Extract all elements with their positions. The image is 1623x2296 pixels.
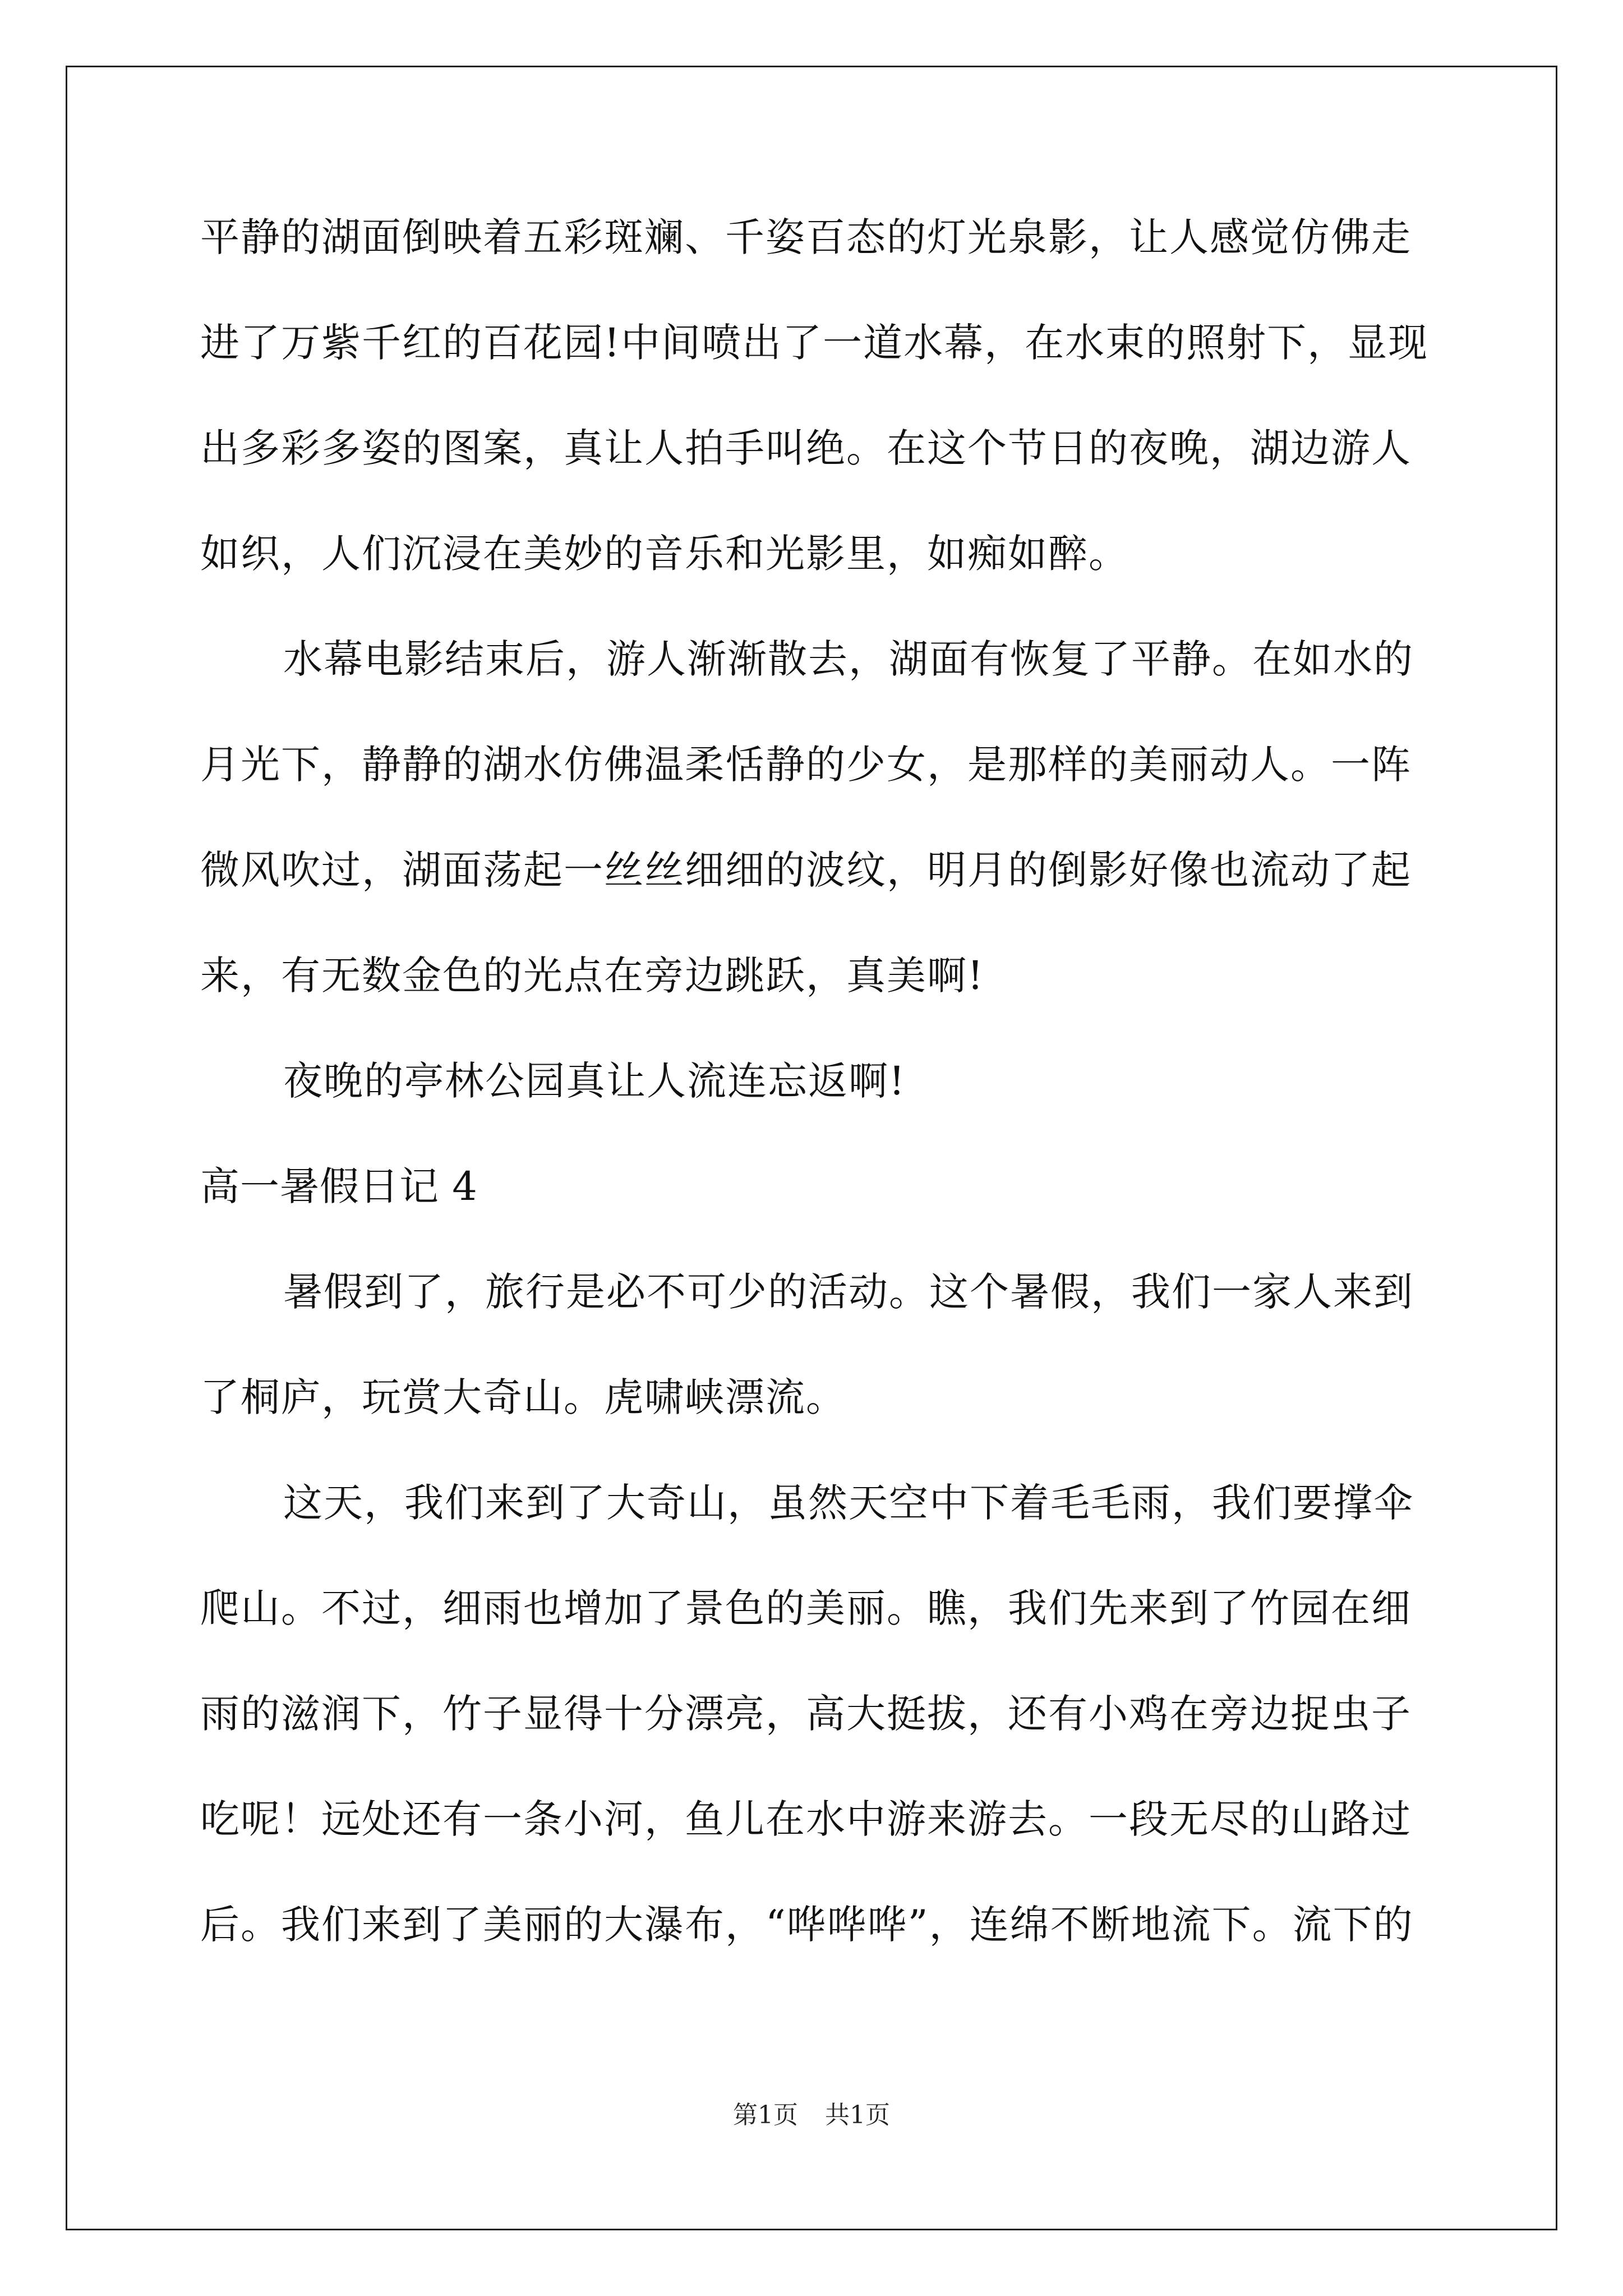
paragraph-first-line: 暑假到了，旅行是必不可少的活动。这个暑假，我们一家人来到: [283, 1269, 1414, 1315]
text-line: 月光下，静静的湖水仿佛温柔恬静的少女，是那样的美丽动人。一阵: [200, 742, 1412, 788]
page-number: 第1页: [733, 2101, 798, 2129]
text-line: 来，有无数金色的光点在旁边跳跃，真美啊!: [200, 953, 985, 999]
text-line: 了桐庐，玩赏大奇山。虎啸峡漂流。: [200, 1374, 846, 1420]
text-line: 进了万紫千红的百花园!中间喷出了一道水幕，在水束的照射下，显现: [200, 320, 1429, 366]
paragraph-first-line: 这天，我们来到了大奇山，虽然天空中下着毛毛雨，我们要撑伞: [283, 1480, 1414, 1526]
text-line: 如织，人们沉浸在美妙的音乐和光影里，如痴如醉。: [200, 531, 1129, 577]
text-line: 平静的湖面倒映着五彩斑斓、千姿百态的灯光泉影，让人感觉仿佛走: [200, 214, 1412, 260]
text-line: 雨的滋润下，竹子显得十分漂亮，高大挺拔，还有小鸡在旁边捉虫子: [200, 1691, 1412, 1737]
paragraph-first-line: 夜晚的亭林公园真让人流连忘返啊!: [283, 1058, 906, 1104]
text-line: 微风吹过，湖面荡起一丝丝细细的波纹，明月的倒影好像也流动了起: [200, 847, 1412, 893]
page-footer: [0, 2099, 1623, 2132]
text-line: 爬山。不过，细雨也增加了景色的美丽。瞧，我们先来到了竹园在细: [200, 1585, 1412, 1631]
paragraph-first-line: 水幕电影结束后，游人渐渐散去，湖面有恢复了平静。在如水的: [283, 636, 1414, 682]
text-line: 后。我们来到了美丽的大瀑布，“哗哗哗”，连绵不断地流下。流下的: [200, 1902, 1414, 1948]
page-total: 共1页: [825, 2101, 890, 2129]
text-line: 出多彩多姿的图案，真让人拍手叫绝。在这个节日的夜晚，湖边游人: [200, 425, 1412, 471]
document-body: [200, 212, 1445, 2005]
section-heading: 高一暑假日记 4: [200, 1163, 478, 1209]
text-line: 吃呢！远处还有一条小河，鱼儿在水中游来游去。一段无尽的山路过: [200, 1796, 1412, 1842]
